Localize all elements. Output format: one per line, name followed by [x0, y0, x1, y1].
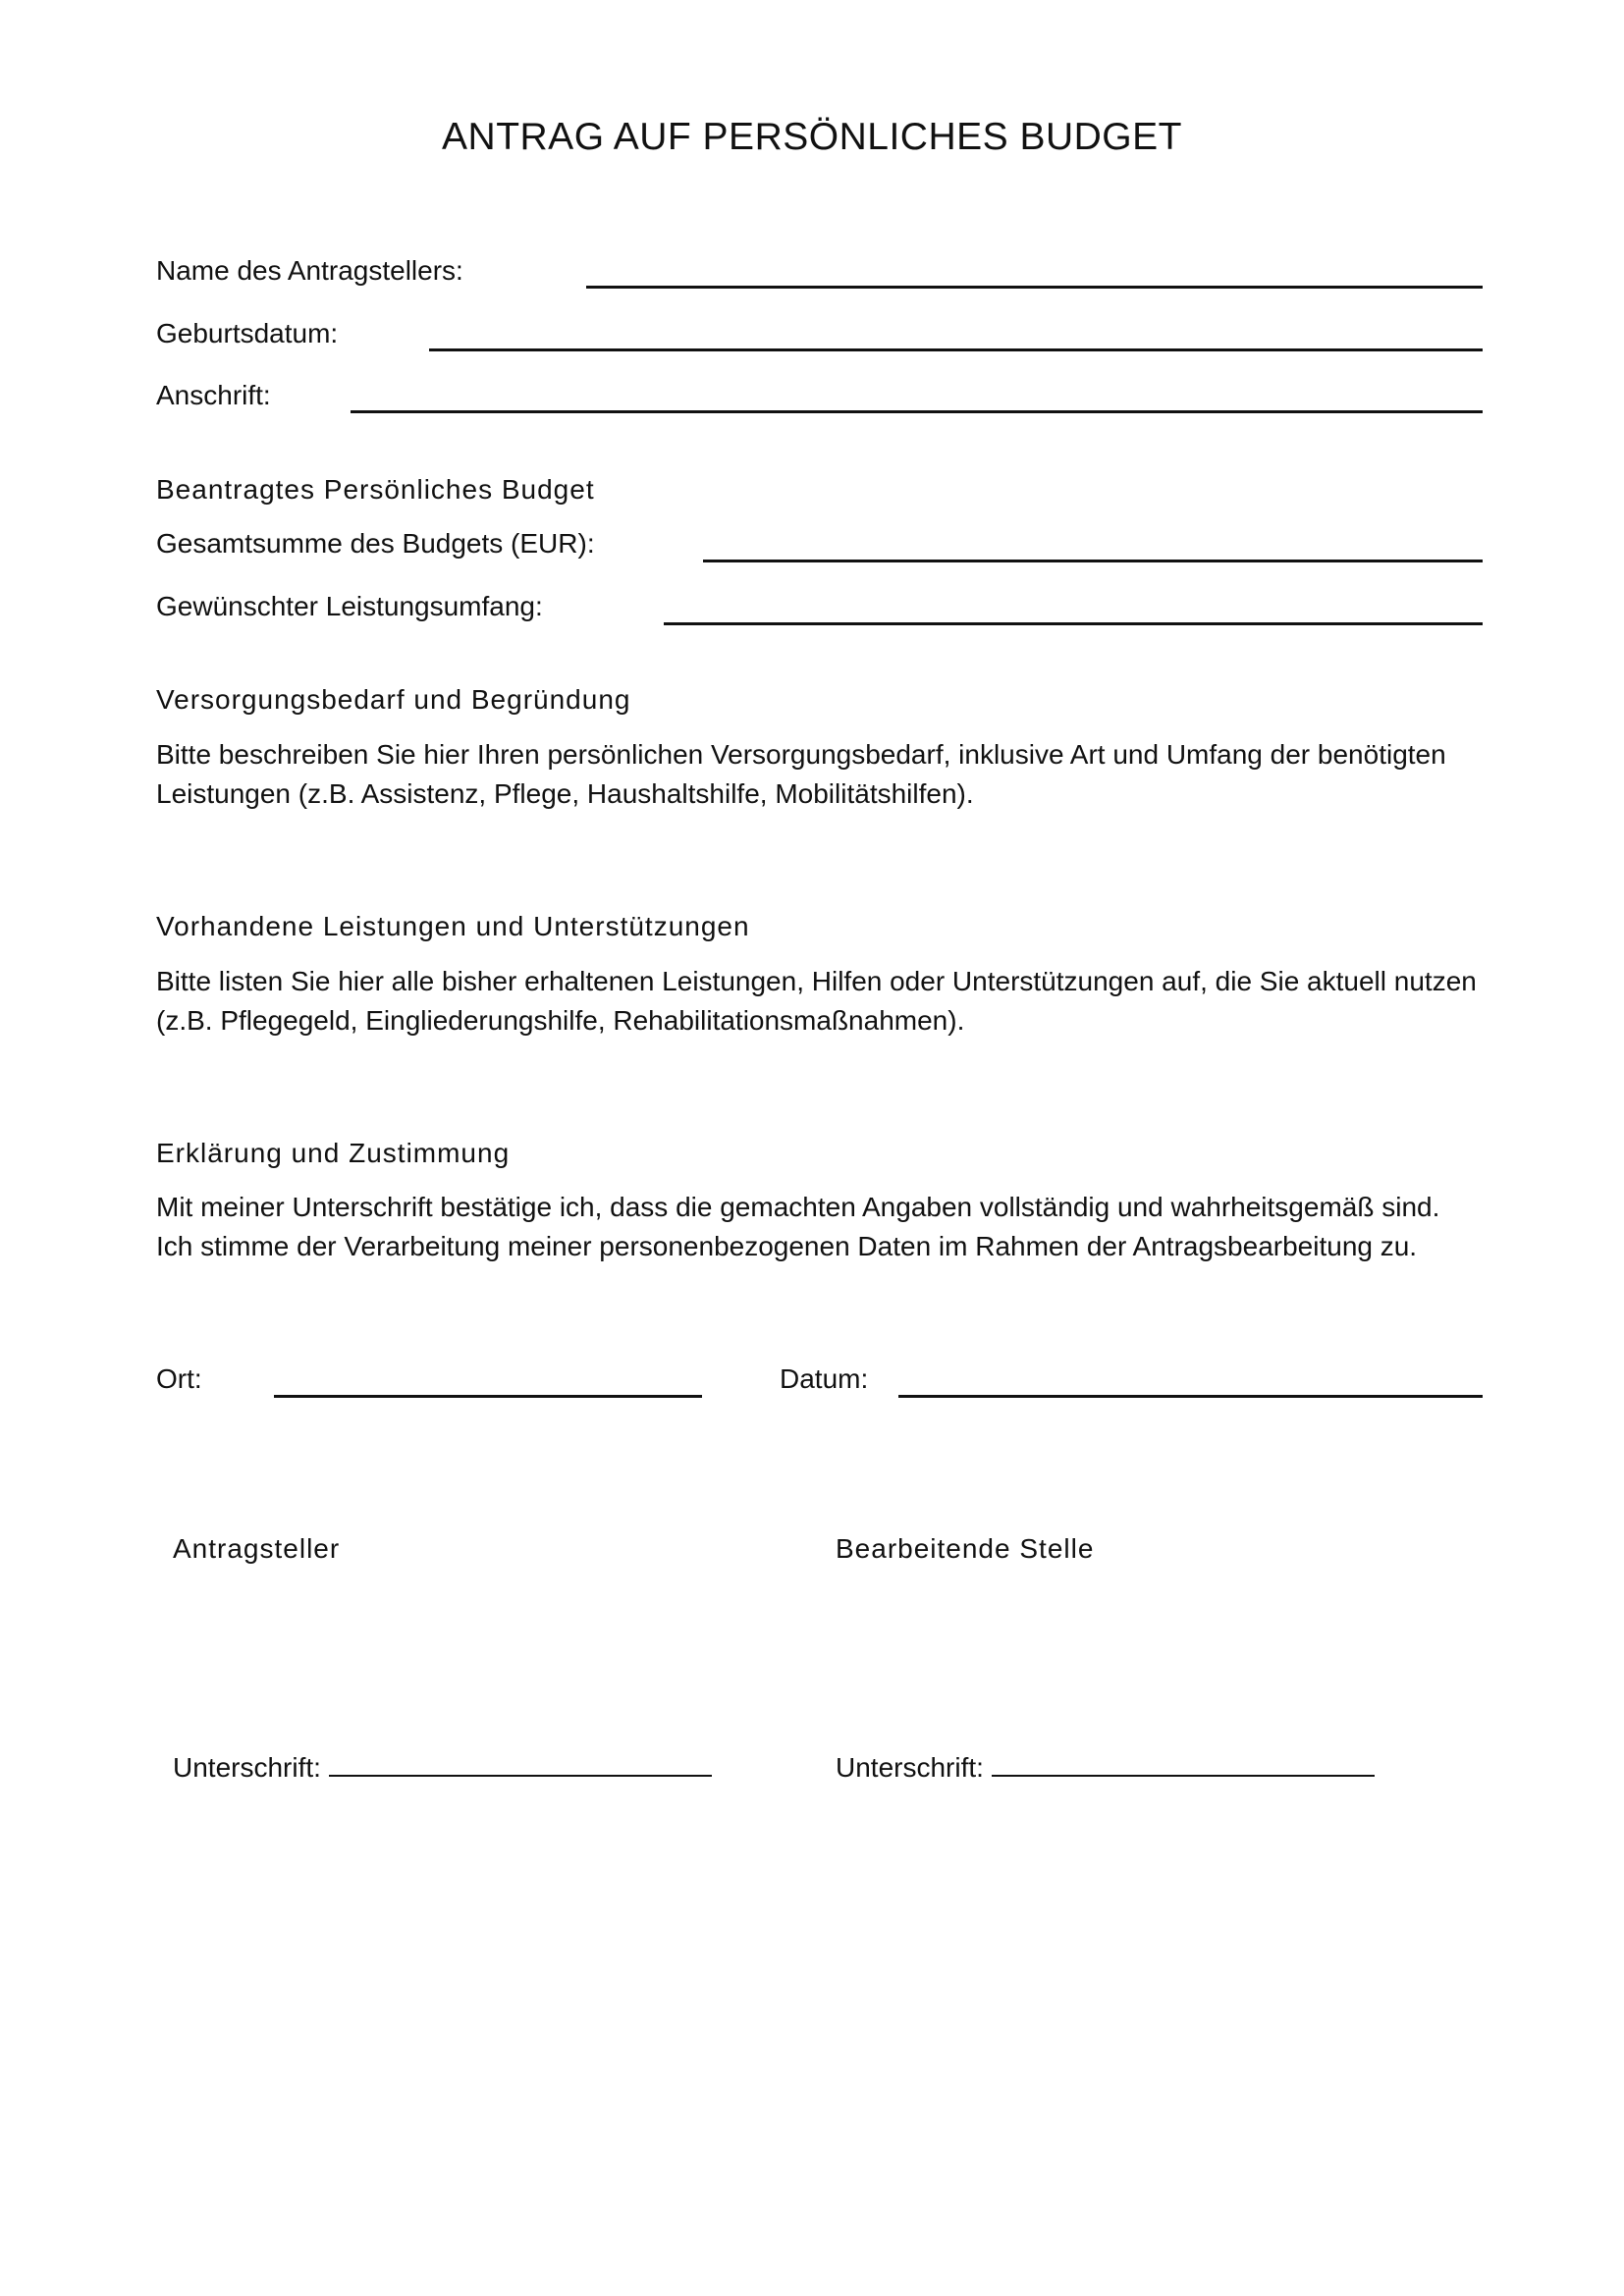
applicant-signature-field[interactable]	[329, 1775, 712, 1777]
applicant-signature-heading: Antragsteller	[173, 1533, 341, 1564]
need-instructions-line-2: Leistungen (z.B. Assistenz, Pflege, Haushaltshilfe, Mobilitätshilfen).	[156, 778, 974, 809]
declaration-heading: Erklärung und Zustimmung	[156, 1138, 511, 1168]
budget-heading: Beantragtes Persönliches Budget	[156, 474, 595, 505]
page-title: ANTRAG AUF PERSÖNLICHES BUDGET	[442, 116, 1182, 158]
office-signature-row	[836, 1750, 1375, 1786]
need-instructions-line-1: Bitte beschreiben Sie hier Ihren persönlichen Versorgungsbedarf, inklusive Art und Umfang der benötigten	[156, 739, 1446, 770]
service-scope-label: Gewünschter Leistungsumfang:	[156, 591, 543, 621]
office-signature-field[interactable]	[992, 1775, 1375, 1777]
date-label: Datum:	[780, 1363, 869, 1394]
address-label: Anschrift:	[156, 380, 271, 410]
existing-instructions-line-1: Bitte listen Sie hier alle bisher erhaltenen Leistungen, Hilfen oder Unterstützungen auf, die Sie aktuell nutzen	[156, 966, 1477, 996]
budget-total-label: Gesamtsumme des Budgets (EUR):	[156, 528, 595, 559]
declaration-text-line-1: Mit meiner Unterschrift bestätige ich, dass die gemachten Angaben vollständig und wahrheitsgemäß sind.	[156, 1192, 1440, 1222]
applicant-signature-row	[173, 1750, 712, 1786]
service-scope-field[interactable]	[664, 622, 1483, 625]
office-signature-label: Unterschrift:	[836, 1752, 984, 1783]
address-field[interactable]	[351, 410, 1483, 413]
applicant-signature-label: Unterschrift:	[173, 1752, 321, 1783]
birth-date-label: Geburtsdatum:	[156, 318, 339, 348]
office-signature-heading: Bearbeitende Stelle	[836, 1533, 1095, 1564]
budget-total-field[interactable]	[703, 560, 1483, 562]
need-heading: Versorgungsbedarf und Begründung	[156, 684, 631, 715]
declaration-text-line-2: Ich stimme der Verarbeitung meiner personenbezogenen Daten im Rahmen der Antragsbearbeitung zu.	[156, 1231, 1418, 1261]
date-field[interactable]	[898, 1395, 1483, 1398]
applicant-name-field[interactable]	[586, 286, 1483, 289]
existing-instructions-line-2: (z.B. Pflegegeld, Eingliederungshilfe, Rehabilitationsmaßnahmen).	[156, 1005, 965, 1036]
place-label: Ort:	[156, 1363, 202, 1394]
applicant-name-label: Name des Antragstellers:	[156, 255, 463, 286]
birth-date-field[interactable]	[429, 348, 1483, 351]
place-field[interactable]	[274, 1395, 702, 1398]
existing-heading: Vorhandene Leistungen und Unterstützungen	[156, 911, 750, 941]
